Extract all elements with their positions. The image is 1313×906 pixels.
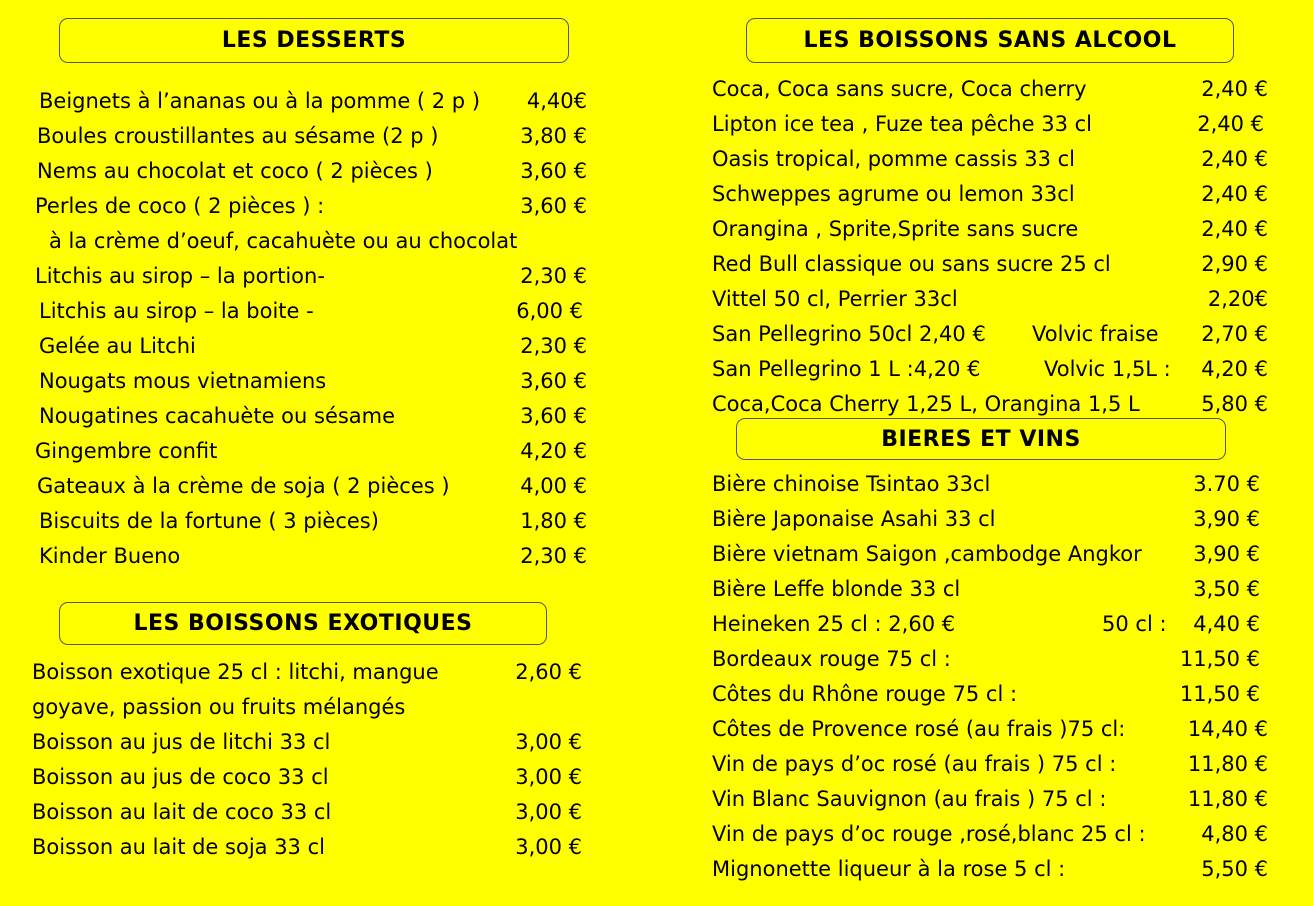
item-price: 2,20€ bbox=[1207, 287, 1268, 311]
menu-item bbox=[32, 655, 582, 690]
item-price: 4,80 € bbox=[1201, 822, 1268, 846]
item-name: Lipton ice tea , Fuze tea pêche 33 cl bbox=[712, 112, 1092, 136]
bieres-title-box bbox=[736, 418, 1226, 460]
item-name: Nougats mous vietnamiens bbox=[39, 369, 327, 393]
item-price: 2,70 € bbox=[1201, 322, 1268, 346]
item-name: Côtes de Provence rosé (au frais )75 cl: bbox=[712, 717, 1126, 741]
item-price: 14,40 € bbox=[1187, 717, 1268, 741]
item-name: Gateaux à la crème de soja ( 2 pièces ) bbox=[37, 474, 450, 498]
item-name: Bière Leffe blonde 33 cl bbox=[712, 577, 961, 601]
item-name: Schweppes agrume ou lemon 33cl bbox=[712, 182, 1075, 206]
item-name: goyave, passion ou fruits mélangés bbox=[32, 695, 406, 719]
sans-alcool-title-box bbox=[746, 18, 1234, 63]
menu-item bbox=[712, 282, 1268, 317]
menu-item bbox=[35, 119, 587, 154]
item-price: 5,80 € bbox=[1201, 392, 1268, 416]
exotiques-title-box bbox=[59, 602, 547, 645]
menu-item bbox=[35, 539, 587, 574]
item-price: 2,40 € bbox=[1197, 112, 1264, 136]
item-name: Litchis au sirop – la boite - bbox=[39, 299, 314, 323]
menu-item bbox=[712, 387, 1268, 422]
item-price: 4,20 € bbox=[1201, 357, 1268, 381]
item-name: Boisson au lait de coco 33 cl bbox=[32, 800, 332, 824]
menu-item bbox=[712, 352, 1268, 387]
menu-item bbox=[712, 782, 1268, 817]
desserts-title: LES DESSERTS bbox=[221, 28, 407, 53]
menu-item bbox=[35, 84, 587, 119]
menu-item-note bbox=[32, 690, 582, 725]
item-name: San Pellegrino 1 L :4,20 € bbox=[712, 357, 981, 381]
menu-item bbox=[32, 830, 582, 865]
item-price: 2,90 € bbox=[1201, 252, 1268, 276]
item-name: Orangina , Sprite,Sprite sans sucre bbox=[712, 217, 1079, 241]
item-name: à la crème d’oeuf, cacahuète ou au chocolat bbox=[49, 229, 518, 253]
sans-alcool-list bbox=[712, 72, 1268, 422]
item-price: 3,90 € bbox=[1193, 507, 1260, 531]
item-price: 4,40 € bbox=[1193, 612, 1260, 636]
item-price: 6,00 € bbox=[516, 299, 583, 323]
item-price: 3,60 € bbox=[520, 159, 587, 183]
menu-item bbox=[35, 364, 587, 399]
sans-alcool-title: LES BOISSONS SANS ALCOOL bbox=[803, 28, 1177, 53]
item-name: Bordeaux rouge 75 cl : bbox=[712, 647, 951, 671]
menu-item bbox=[35, 434, 587, 469]
item-name: Nems au chocolat et coco ( 2 pièces ) bbox=[37, 159, 433, 183]
item-name: Beignets à l’ananas ou à la pomme ( 2 p ) bbox=[39, 89, 481, 113]
item-name: Bière Japonaise Asahi 33 cl bbox=[712, 507, 996, 531]
item-name: Boisson au jus de coco 33 cl bbox=[32, 765, 329, 789]
item-name: Boisson au lait de soja 33 cl bbox=[32, 835, 325, 859]
item-price: 2,40 € bbox=[1201, 147, 1268, 171]
menu-item bbox=[32, 795, 582, 830]
exotiques-list bbox=[32, 655, 582, 865]
item-price: 2,30 € bbox=[520, 544, 587, 568]
item-name: Gelée au Litchi bbox=[39, 334, 196, 358]
menu-item bbox=[35, 154, 587, 189]
menu-item bbox=[32, 760, 582, 795]
menu-item bbox=[35, 329, 587, 364]
item-price: 11,80 € bbox=[1187, 787, 1268, 811]
item-price: 4,00 € bbox=[520, 474, 587, 498]
item-price: 2,30 € bbox=[520, 334, 587, 358]
bieres-list bbox=[712, 467, 1268, 887]
item-extra: 50 cl : bbox=[1102, 612, 1167, 636]
item-name: Mignonette liqueur à la rose 5 cl : bbox=[712, 857, 1066, 881]
item-name: Boules croustillantes au sésame (2 p ) bbox=[37, 124, 439, 148]
menu-item bbox=[35, 294, 587, 329]
item-price: 3,60 € bbox=[520, 194, 587, 218]
menu-item bbox=[712, 537, 1268, 572]
item-name: Nougatines cacahuète ou sésame bbox=[39, 404, 396, 428]
menu-item-note bbox=[35, 224, 587, 259]
menu-item bbox=[712, 107, 1268, 142]
item-price: 2,60 € bbox=[515, 660, 582, 684]
item-price: 3,90 € bbox=[1193, 542, 1260, 566]
item-extra: Volvic 1,5L : bbox=[1044, 357, 1171, 381]
item-price: 2,40 € bbox=[1201, 182, 1268, 206]
item-name: Boisson exotique 25 cl : litchi, mangue bbox=[32, 660, 439, 684]
menu-item bbox=[712, 677, 1268, 712]
item-price: 2,40 € bbox=[1201, 77, 1268, 101]
item-price: 2,30 € bbox=[520, 264, 587, 288]
item-name: Red Bull classique ou sans sucre 25 cl bbox=[712, 252, 1111, 276]
menu-item bbox=[712, 212, 1268, 247]
item-price: 4,20 € bbox=[520, 439, 587, 463]
item-name: Vin de pays d’oc rosé (au frais ) 75 cl : bbox=[712, 752, 1117, 776]
item-name: Litchis au sirop – la portion- bbox=[35, 264, 325, 288]
item-name: San Pellegrino 50cl 2,40 € bbox=[712, 322, 986, 346]
item-name: Perles de coco ( 2 pièces ) : bbox=[35, 194, 325, 218]
menu-item bbox=[32, 725, 582, 760]
item-price: 1,80 € bbox=[520, 509, 587, 533]
item-name: Vin Blanc Sauvignon (au frais ) 75 cl : bbox=[712, 787, 1107, 811]
menu-item bbox=[712, 72, 1268, 107]
item-extra: Volvic fraise bbox=[1032, 322, 1159, 346]
menu-item bbox=[712, 317, 1268, 352]
item-price: 11,80 € bbox=[1187, 752, 1268, 776]
item-name: Côtes du Rhône rouge 75 cl : bbox=[712, 682, 1018, 706]
item-price: 4,40€ bbox=[526, 89, 587, 113]
item-name: Coca, Coca sans sucre, Coca cherry bbox=[712, 77, 1087, 101]
bieres-title: BIERES ET VINS bbox=[881, 426, 1081, 452]
menu-item bbox=[712, 247, 1268, 282]
menu-item bbox=[35, 504, 587, 539]
item-price: 3,00 € bbox=[515, 730, 582, 754]
item-price: 3.70 € bbox=[1193, 472, 1260, 496]
item-price: 2,40 € bbox=[1201, 217, 1268, 241]
exotiques-title: LES BOISSONS EXOTIQUES bbox=[133, 611, 473, 636]
menu-item bbox=[712, 817, 1268, 852]
item-name: Boisson au jus de litchi 33 cl bbox=[32, 730, 331, 754]
item-price: 11,50 € bbox=[1179, 682, 1260, 706]
menu-item bbox=[712, 467, 1268, 502]
menu-item bbox=[35, 399, 587, 434]
item-name: Coca,Coca Cherry 1,25 L, Orangina 1,5 L bbox=[712, 392, 1140, 416]
item-price: 3,80 € bbox=[520, 124, 587, 148]
item-price: 3,00 € bbox=[515, 800, 582, 824]
item-name: Vin de pays d’oc rouge ,rosé,blanc 25 cl : bbox=[712, 822, 1146, 846]
item-name: Kinder Bueno bbox=[39, 544, 181, 568]
item-name: Bière vietnam Saigon ,cambodge Angkor bbox=[712, 542, 1142, 566]
item-price: 5,50 € bbox=[1201, 857, 1268, 881]
item-name: Bière chinoise Tsintao 33cl bbox=[712, 472, 991, 496]
item-price: 3,00 € bbox=[515, 835, 582, 859]
item-name: Biscuits de la fortune ( 3 pièces) bbox=[39, 509, 379, 533]
menu-item bbox=[35, 189, 587, 224]
menu-item bbox=[712, 502, 1268, 537]
desserts-title-box bbox=[59, 18, 569, 63]
menu-item bbox=[712, 852, 1268, 887]
item-price: 3,60 € bbox=[520, 369, 587, 393]
menu-item bbox=[712, 572, 1268, 607]
menu-item bbox=[712, 747, 1268, 782]
item-price: 3,00 € bbox=[515, 765, 582, 789]
item-price: 3,50 € bbox=[1193, 577, 1260, 601]
menu-item bbox=[35, 259, 587, 294]
item-price: 3,60 € bbox=[520, 404, 587, 428]
desserts-list bbox=[35, 84, 587, 574]
menu-item bbox=[712, 642, 1268, 677]
item-price: 11,50 € bbox=[1179, 647, 1260, 671]
menu-item bbox=[712, 712, 1268, 747]
item-name: Vittel 50 cl, Perrier 33cl bbox=[712, 287, 958, 311]
menu-item bbox=[712, 142, 1268, 177]
menu-item bbox=[35, 469, 587, 504]
item-name: Gingembre confit bbox=[35, 439, 218, 463]
item-name: Heineken 25 cl : 2,60 € bbox=[712, 612, 956, 636]
menu-item bbox=[712, 607, 1268, 642]
item-name: Oasis tropical, pomme cassis 33 cl bbox=[712, 147, 1076, 171]
menu-item bbox=[712, 177, 1268, 212]
